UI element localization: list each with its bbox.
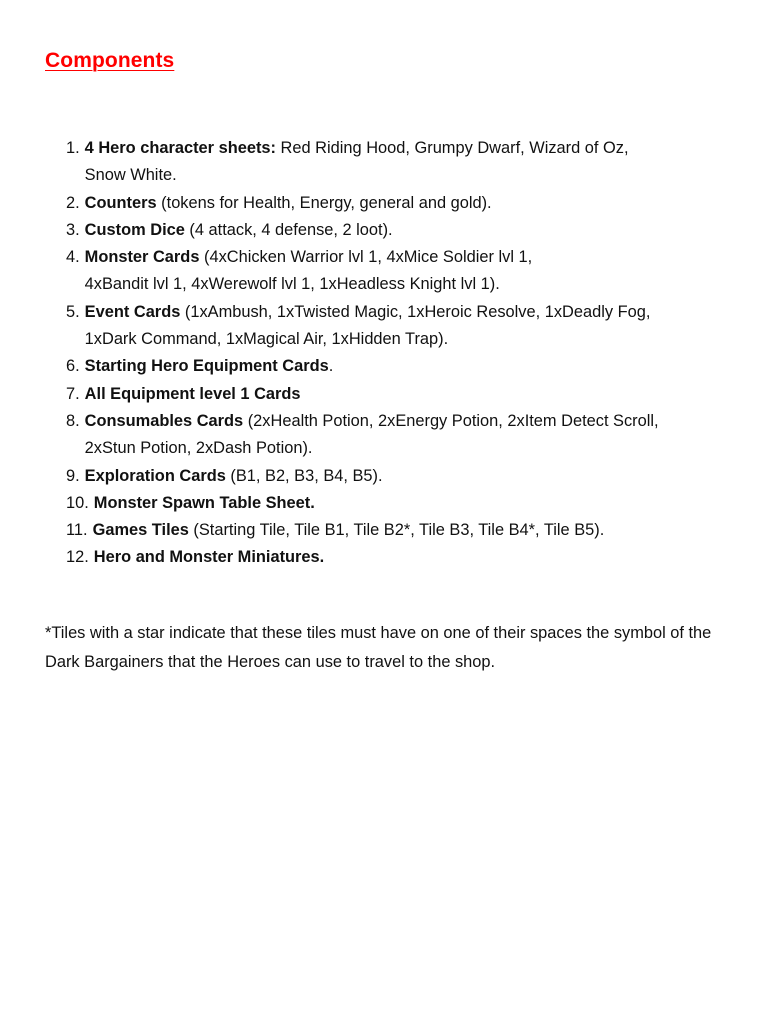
item-title: Hero and Monster Miniatures. [93, 548, 325, 567]
item-title: Event Cards [84, 302, 181, 321]
item-body [85, 353, 736, 380]
list-item [66, 544, 736, 571]
list-item [66, 190, 736, 217]
item-text: (2xHealth Potion, 2xEnergy Potion, 2xItem Detect Scroll, [243, 411, 659, 430]
item-text: (Starting Tile, Tile B1, Tile B2*, Tile B3, Tile B4*, Tile B5). [188, 521, 605, 540]
list-item [66, 244, 736, 299]
item-title: Custom Dice [84, 220, 185, 239]
item-number: 3. [66, 220, 80, 239]
list-item [66, 353, 736, 380]
item-number: 1. [66, 139, 80, 157]
list-item [66, 408, 736, 463]
item-text: (4xChicken Warrior lvl 1, 4xMice Soldier lvl 1, [199, 248, 533, 267]
item-text: . [328, 357, 334, 376]
item-title: Monster Spawn Table Sheet. [93, 493, 315, 512]
item-continuation: 4xBandit lvl 1, 4xWerewolf lvl 1, 1xHeadless Knight lvl 1). [84, 275, 500, 294]
item-number: 2. [66, 193, 80, 212]
item-body [85, 299, 736, 354]
item-text: (B1, B2, B3, B4, B5). [225, 466, 383, 485]
item-title: Starting Hero Equipment Cards [84, 357, 329, 376]
item-body [94, 544, 736, 571]
item-title: All Equipment level 1 Cards [84, 384, 301, 403]
item-body [85, 217, 736, 244]
item-number: 7. [66, 384, 80, 403]
item-number: 9. [66, 466, 80, 485]
list-item [66, 517, 736, 544]
item-body [93, 517, 736, 544]
item-title: Consumables Cards [84, 411, 244, 430]
item-continuation: 2xStun Potion, 2xDash Potion). [84, 439, 313, 458]
item-number: 8. [66, 411, 80, 430]
item-text: Red Riding Hood, Grumpy Dwarf, Wizard of Oz, [276, 139, 629, 157]
item-continuation: 1xDark Command, 1xMagical Air, 1xHidden Trap). [84, 330, 449, 349]
item-body [85, 244, 736, 299]
components-heading: Components [45, 49, 175, 72]
item-text: (4 attack, 4 defense, 2 loot). [184, 220, 393, 239]
item-text: (1xAmbush, 1xTwisted Magic, 1xHeroic Resolve, 1xDeadly Fog, [180, 302, 651, 321]
item-body [85, 190, 736, 217]
item-title: Counters [84, 193, 157, 212]
item-body [85, 381, 736, 408]
item-number: 6. [66, 357, 80, 376]
item-number: 5. [66, 302, 80, 321]
list-item [66, 299, 736, 354]
item-body [85, 135, 736, 190]
components-list [66, 135, 736, 572]
item-body [85, 408, 736, 463]
item-number: 4. [66, 248, 80, 267]
item-title: Monster Cards [84, 248, 200, 267]
item-number: 11. [66, 521, 88, 540]
list-item [66, 463, 736, 490]
item-number: 10. [66, 493, 89, 512]
item-title: 4 Hero character sheets: [84, 139, 276, 157]
item-text: (tokens for Health, Energy, general and gold). [156, 193, 492, 212]
item-title: Games Tiles [92, 521, 189, 540]
tiles-footnote: *Tiles with a star indicate that these tiles must have on one of their spaces the symbol of the Dark Bargainers that the Heroes can use to travel to the shop. [45, 624, 712, 671]
list-item [66, 217, 736, 244]
list-item [66, 381, 736, 408]
item-number: 12. [66, 548, 89, 567]
item-body [94, 490, 736, 517]
item-continuation: Snow White. [84, 166, 177, 185]
item-title: Exploration Cards [84, 466, 226, 485]
item-body [85, 463, 736, 490]
list-item [66, 490, 736, 517]
list-item [66, 135, 736, 190]
